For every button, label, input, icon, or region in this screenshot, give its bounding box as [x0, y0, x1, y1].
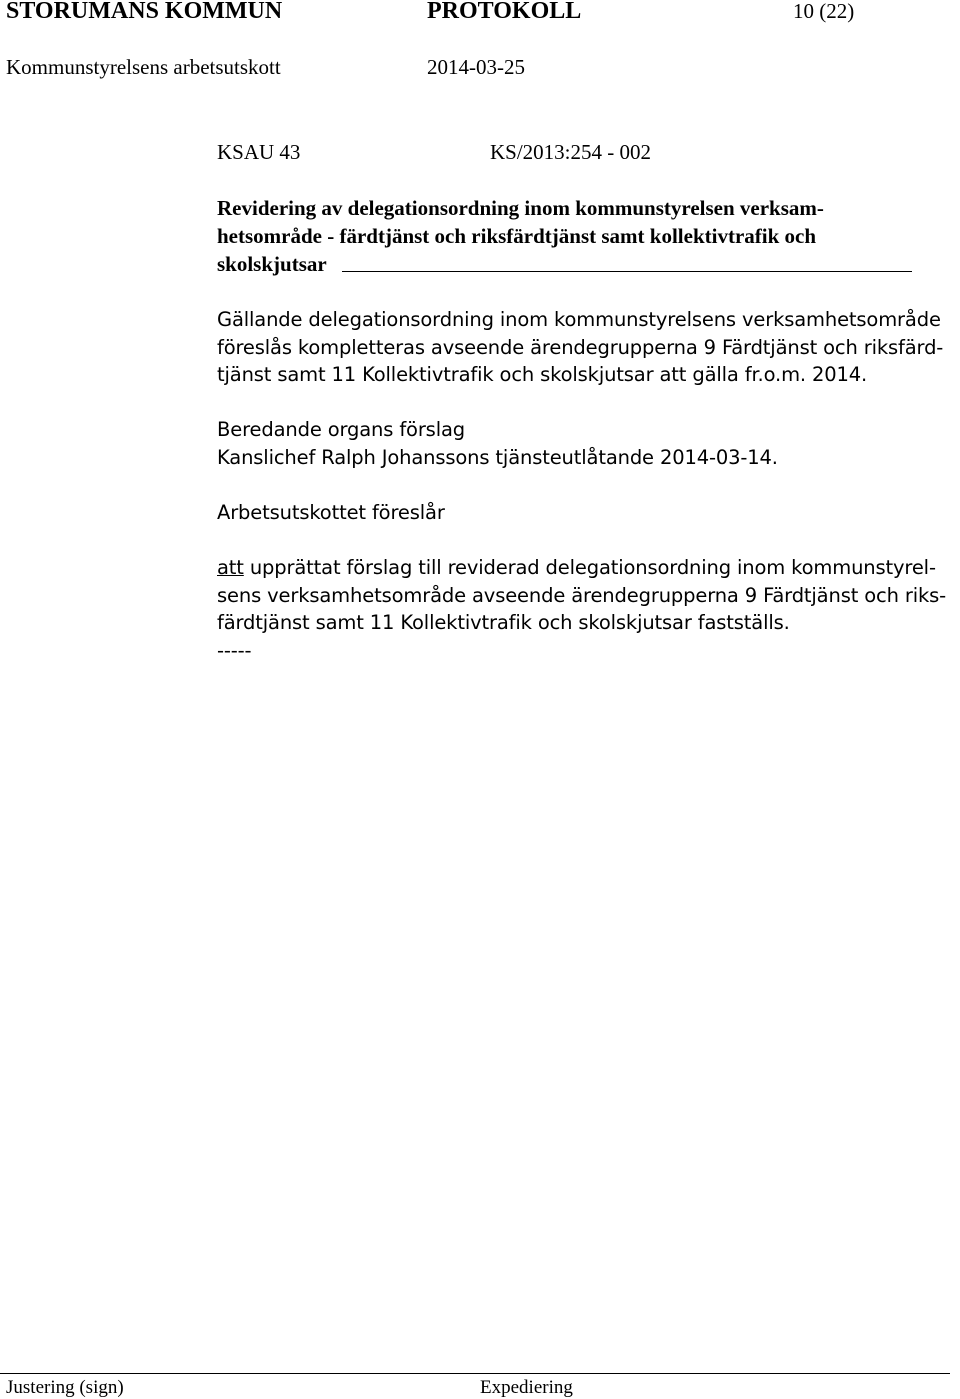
case-number: KS/2013:254 - 002 [490, 140, 652, 164]
case-title-line: Revidering av delegationsordning inom kommunstyrelsen verksam- [217, 196, 824, 220]
preparing-heading: Beredande organs förslag [217, 418, 465, 441]
title-underline [342, 271, 912, 272]
case-title [217, 194, 824, 278]
committee-name: Kommunstyrelsens arbetsutskott [6, 55, 281, 79]
end-marker: ----- [217, 638, 252, 662]
decision-paragraph [217, 554, 946, 664]
justering-label: Justering (sign) [6, 1377, 124, 1398]
municipality-name: STORUMANS KOMMUN [6, 0, 283, 24]
decision-line: sens verksamhetsområde avseende ärendegrupperna 9 Färdtjänst och riks- [217, 583, 947, 607]
meeting-date: 2014-03-25 [427, 55, 525, 79]
paragraph-number: KSAU 43 [217, 140, 301, 164]
preparing-text: Kanslichef Ralph Johanssons tjänsteutlåtande 2014-03-14. [217, 445, 778, 469]
decision-keyword: att [217, 556, 244, 579]
preparing-section [217, 416, 778, 471]
intro-paragraph [217, 306, 943, 389]
intro-line: Gällande delegationsordning inom kommunstyrelsens verksamhetsområde [217, 308, 941, 331]
decision-line-1 [217, 554, 946, 582]
page-number: 10 (22) [793, 0, 855, 23]
expediering-label: Expediering [480, 1377, 573, 1398]
intro-line: föreslås kompletteras avseende ärendegrupperna 9 Färdtjänst och riksfärd- [217, 335, 944, 359]
decision-line: färdtjänst samt 11 Kollektivtrafik och skolskjutsar fastställs. [217, 611, 790, 634]
footer-divider [0, 1373, 950, 1374]
document-type: PROTOKOLL [427, 0, 582, 24]
intro-line: tjänst samt 11 Kollektivtrafik och skolskjutsar att gälla fr.o.m. 2014. [217, 363, 868, 386]
case-title-line: hetsområde - färdtjänst och riksfärdtjänst samt kollektivtrafik och [217, 224, 817, 248]
proposal-heading: Arbetsutskottet föreslår [217, 501, 445, 524]
decision-line-text: upprättat förslag till reviderad delegationsordning inom kommunstyrel- [243, 556, 936, 579]
case-title-line: skolskjutsar [217, 252, 327, 276]
